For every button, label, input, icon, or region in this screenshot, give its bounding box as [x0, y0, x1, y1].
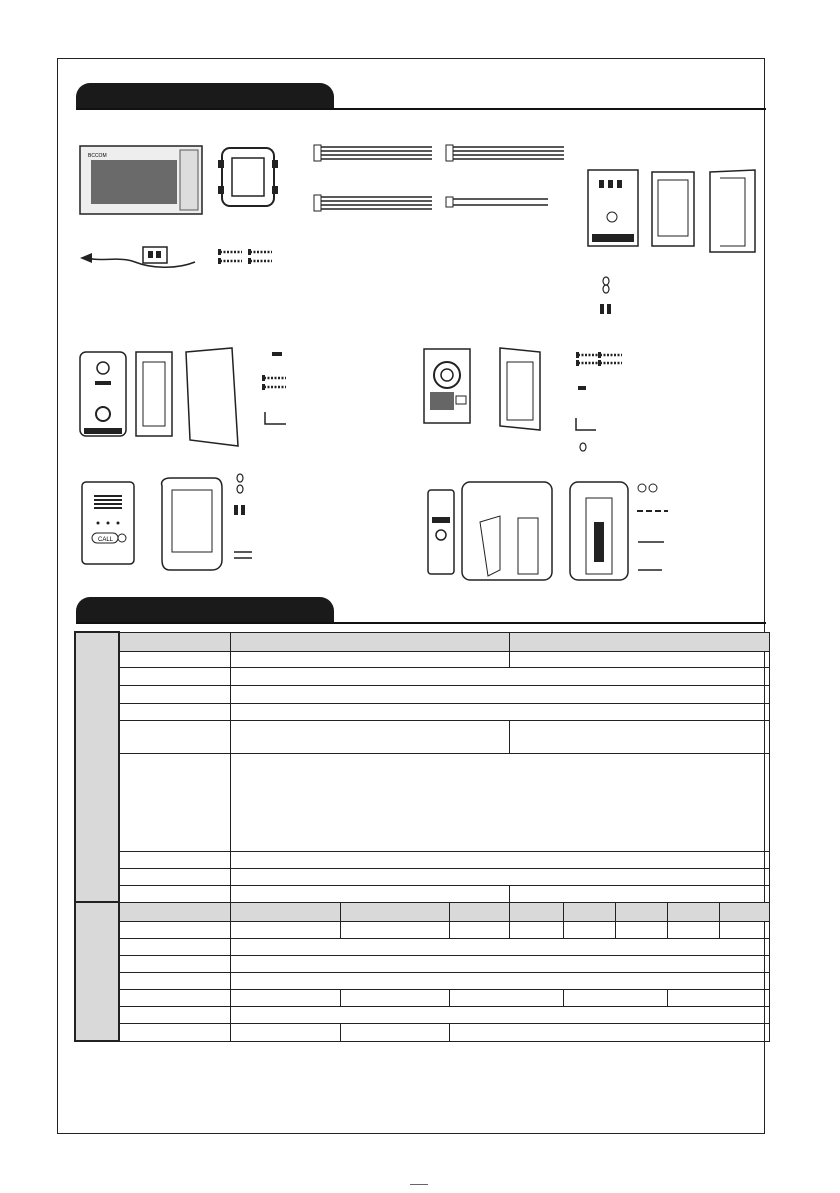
section-header-specifications — [76, 597, 334, 623]
connection-wires — [314, 145, 564, 211]
outdoor-unit-call-set — [82, 474, 252, 570]
monitor-spec-group — [75, 632, 119, 902]
outdoor-unit-rain-cover-set — [80, 348, 286, 446]
outdoor-unit-slim-set — [428, 482, 668, 580]
mounting-screws — [218, 249, 272, 264]
specifications-table — [74, 631, 770, 1042]
outdoor-spec-group — [75, 902, 119, 1041]
outdoor-unit-surface-set — [588, 170, 755, 314]
outdoor-unit-camera-set — [424, 348, 622, 451]
indoor-monitor — [80, 146, 202, 214]
section-rule-specifications — [76, 622, 766, 624]
call-button-label: CALL — [98, 537, 114, 543]
monitor-brand-label: BCCOM — [88, 153, 107, 159]
wall-bracket — [218, 148, 278, 206]
power-adapter — [80, 247, 195, 267]
